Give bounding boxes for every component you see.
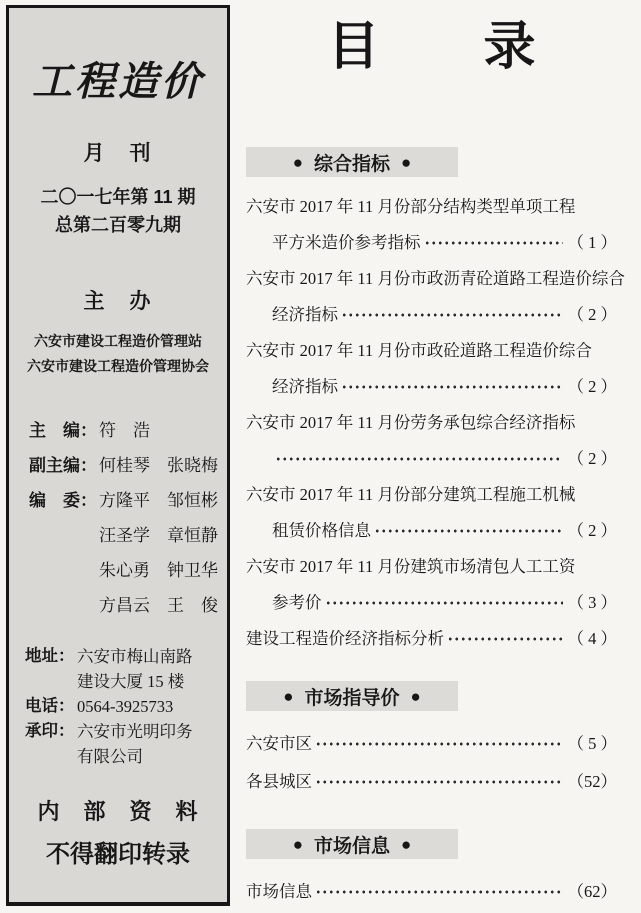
dot-leader [341,307,563,323]
toc-entry-line [246,225,617,261]
journal-title: 工程造价 [32,58,204,105]
page-number: （ 2 ） [567,305,617,324]
issue-number: 二〇一七年第 11 期 [40,187,196,207]
bullet-icon: ● [401,152,412,172]
dot-leader [325,595,563,611]
page-number: （ 2 ） [567,449,617,468]
page-number: （ 3 ） [567,593,617,612]
section-header-market-info [246,829,458,859]
contact-label: 地址： [25,647,75,665]
contact-value: 有限公司 [77,747,143,766]
contact-label [25,669,77,694]
dot-leader [447,631,563,647]
staff-row [29,416,221,451]
toc-entry-text: 各县城区 [246,772,312,791]
no-reprint-notice: 不得翻印转录 [46,841,190,868]
toc-entry-line [246,873,617,911]
staff-names: 汪圣学 章恒静 [99,526,218,545]
bullet-icon: ● [401,834,412,854]
contact-label: 承印： [25,722,75,740]
issue-total: 总第二百零九期 [55,215,181,235]
toc-entry-line: 六安市 2017 年 11 月份建筑市场清包人工工资 [246,557,576,576]
contact-value: 六安市梅山南路 [77,647,193,666]
organizer-name: 六安市建设工程造价管理协会 [27,360,209,375]
staff-names: 方昌云 王 俊 [99,596,218,615]
staff-names: 方隆平 邹恒彬 [99,491,218,510]
staff-row [29,451,221,486]
bullet-icon: ● [283,686,294,706]
bullet-icon: ● [292,834,303,854]
toc-entry-line [246,621,617,657]
dot-leader [275,451,563,467]
toc-entry-line: 六安市 2017 年 11 月份市政沥青砼道路工程造价综合 [246,269,625,288]
toc-entry-text: 租赁价格信息 [272,521,371,540]
page-number: （62） [567,882,617,901]
staff-list [9,416,227,626]
contact-block [9,644,227,769]
contact-label: 电话： [25,697,75,715]
contact-row [25,744,223,769]
page-number: （ 5 ） [567,734,617,753]
dot-leader [424,235,563,251]
section-header-comprehensive-index [246,147,458,177]
contact-value: 建设大厦 15 楼 [77,672,185,691]
toc-entry-line [246,441,617,477]
section-title: 市场指导价 [304,687,400,709]
toc-entry-text: 参考价 [272,593,322,612]
staff-names: 朱心勇 钟卫华 [99,561,218,580]
contact-row [25,719,223,744]
bullet-icon: ● [410,686,421,706]
toc-entry-text: 经济指标 [272,377,338,396]
staff-row [29,521,221,556]
staff-role: 主 编： [29,421,97,440]
section-header-market-guide-price [246,681,458,711]
toc-entry-line [246,513,617,549]
contact-row [25,694,223,719]
dot-leader [315,884,563,900]
section-title: 市场信息 [313,835,390,857]
organizer-list [9,330,227,380]
toc-entry-line [246,297,617,333]
toc-entry-line [246,725,617,763]
toc-entry-line: 六安市 2017 年 11 月份部分结构类型单项工程 [246,197,576,216]
toc-entry-line [246,585,617,621]
toc-entry-line [246,369,617,405]
toc-entry-text: 市场信息 [246,882,312,901]
toc-entry-text: 平方米造价参考指标 [272,233,421,252]
contact-row [25,644,223,669]
section-title: 综合指标 [313,153,390,175]
dot-leader [315,736,563,752]
contact-value: 0564-3925733 [77,697,174,716]
organizer-heading: 主 办 [83,290,153,313]
toc-entry-text: 建设工程造价经济指标分析 [246,629,444,648]
contact-value: 六安市光明印务 [77,722,193,741]
dot-leader [315,774,563,790]
staff-role: 副主编： [29,456,97,475]
page-number: （ 4 ） [567,629,617,648]
contact-label [25,744,77,769]
staff-row [29,556,221,591]
staff-role: 编 委： [29,491,97,510]
dot-leader [341,379,563,395]
page-number: （ 1 ） [567,233,617,252]
bullet-icon: ● [292,152,303,172]
toc-entry-line [246,763,617,801]
dot-leader [374,523,563,539]
toc-section-entries [246,189,625,657]
page-number: （ 2 ） [567,521,617,540]
toc-entry-text: 经济指标 [272,305,338,324]
toc-entry-line: 六安市 2017 年 11 月份部分建筑工程施工机械 [246,485,576,504]
staff-row [29,486,221,521]
toc-column [246,16,625,911]
toc-entry-text: 六安市区 [246,734,312,753]
staff-row [29,591,221,626]
contact-row [25,669,223,694]
page-title: 目 录 [327,18,536,76]
page-number: （ 2 ） [567,377,617,396]
organizer-name: 六安市建设工程造价管理站 [34,335,202,350]
toc-entry-line: 六安市 2017 年 11 月份市政砼道路工程造价综合 [246,341,592,360]
toc-section-entries [246,725,617,801]
masthead-box [6,5,230,906]
page-number: （52） [567,772,617,791]
frequency-label: 月 刊 [83,142,153,165]
staff-names: 何桂琴 张晓梅 [99,456,218,475]
toc-section-entries [246,873,617,911]
toc-entry-line: 六安市 2017 年 11 月份劳务承包综合经济指标 [246,413,576,432]
internal-material-notice: 内 部 资 料 [37,799,199,824]
staff-names: 符 浩 [99,421,150,440]
